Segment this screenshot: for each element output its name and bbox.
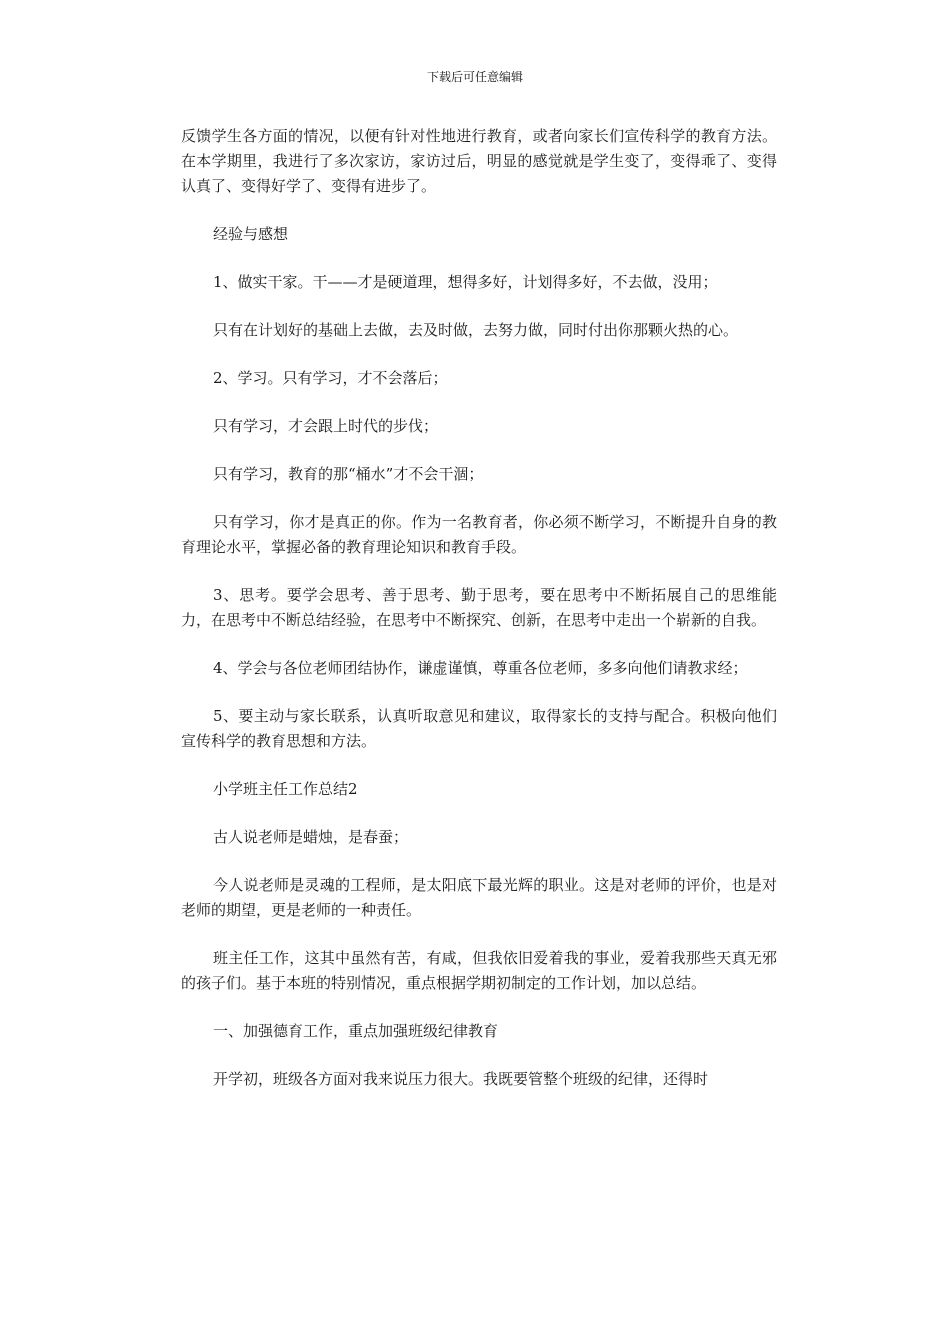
page-header: 下载后可任意编辑	[426, 70, 523, 84]
paragraph: 只有学习，才会跟上时代的步伐；	[213, 417, 439, 435]
paragraph: 只有学习，你才是真正的你。作为一名教育者，你必须不断学习，不断提升自身的教育理论水平，掌握必备的教育理论知识和教育手段。	[181, 513, 777, 556]
document-body	[181, 124, 777, 1115]
section-heading: 经验与感想	[213, 225, 289, 243]
paragraph: 5、要主动与家长联系，认真听取意见和建议，取得家长的支持与配合。积极向他们宣传科学的教育思想和方法。	[181, 707, 777, 750]
section-heading: 一、加强德育工作，重点加强班级纪律教育	[213, 1022, 499, 1040]
paragraph: 今人说老师是灵魂的工程师，是太阳底下最光辉的职业。这是对老师的评价，也是对老师的期望，更是老师的一种责任。	[181, 876, 777, 919]
paragraph: 只有在计划好的基础上去做，去及时做，去努力做，同时付出你那颗火热的心。	[213, 321, 739, 339]
paragraph: 班主任工作，这其中虽然有苦，有咸，但我依旧爱着我的事业，爱着我那些天真无邪的孩子们。基于本班的特别情况，重点根据学期初制定的工作计划，加以总结。	[181, 949, 777, 992]
paragraph: 1、做实干家。干——才是硬道理，想得多好，计划得多好，不去做，没用；	[213, 273, 718, 291]
paragraph: 3、思考。要学会思考、善于思考、勤于思考，要在思考中不断拓展自己的思维能力，在思考中不断总结经验，在思考中不断探究、创新，在思考中走出一个崭新的自我。	[181, 586, 777, 629]
paragraph: 开学初，班级各方面对我来说压力很大。我既要管整个班级的纪律，还得时	[213, 1070, 709, 1088]
paragraph: 4、学会与各位老师团结协作，谦虚谨慎，尊重各位老师，多多向他们请教求经；	[213, 659, 748, 677]
paragraph: 2、学习。只有学习，才不会落后；	[213, 369, 448, 387]
paragraph: 古人说老师是蜡烛，是春蚕；	[213, 828, 409, 846]
paragraph: 反馈学生各方面的情况，以便有针对性地进行教育，或者向家长们宣传科学的教育方法。在本学期里，我进行了多次家访，家访过后，明显的感觉就是学生变了，变得乖了、变得认真了、变得好学了、变得有进步了。	[181, 127, 777, 195]
section-heading: 小学班主任工作总结2	[213, 780, 358, 798]
paragraph: 只有学习，教育的那“桶水”才不会干涸；	[213, 465, 484, 483]
